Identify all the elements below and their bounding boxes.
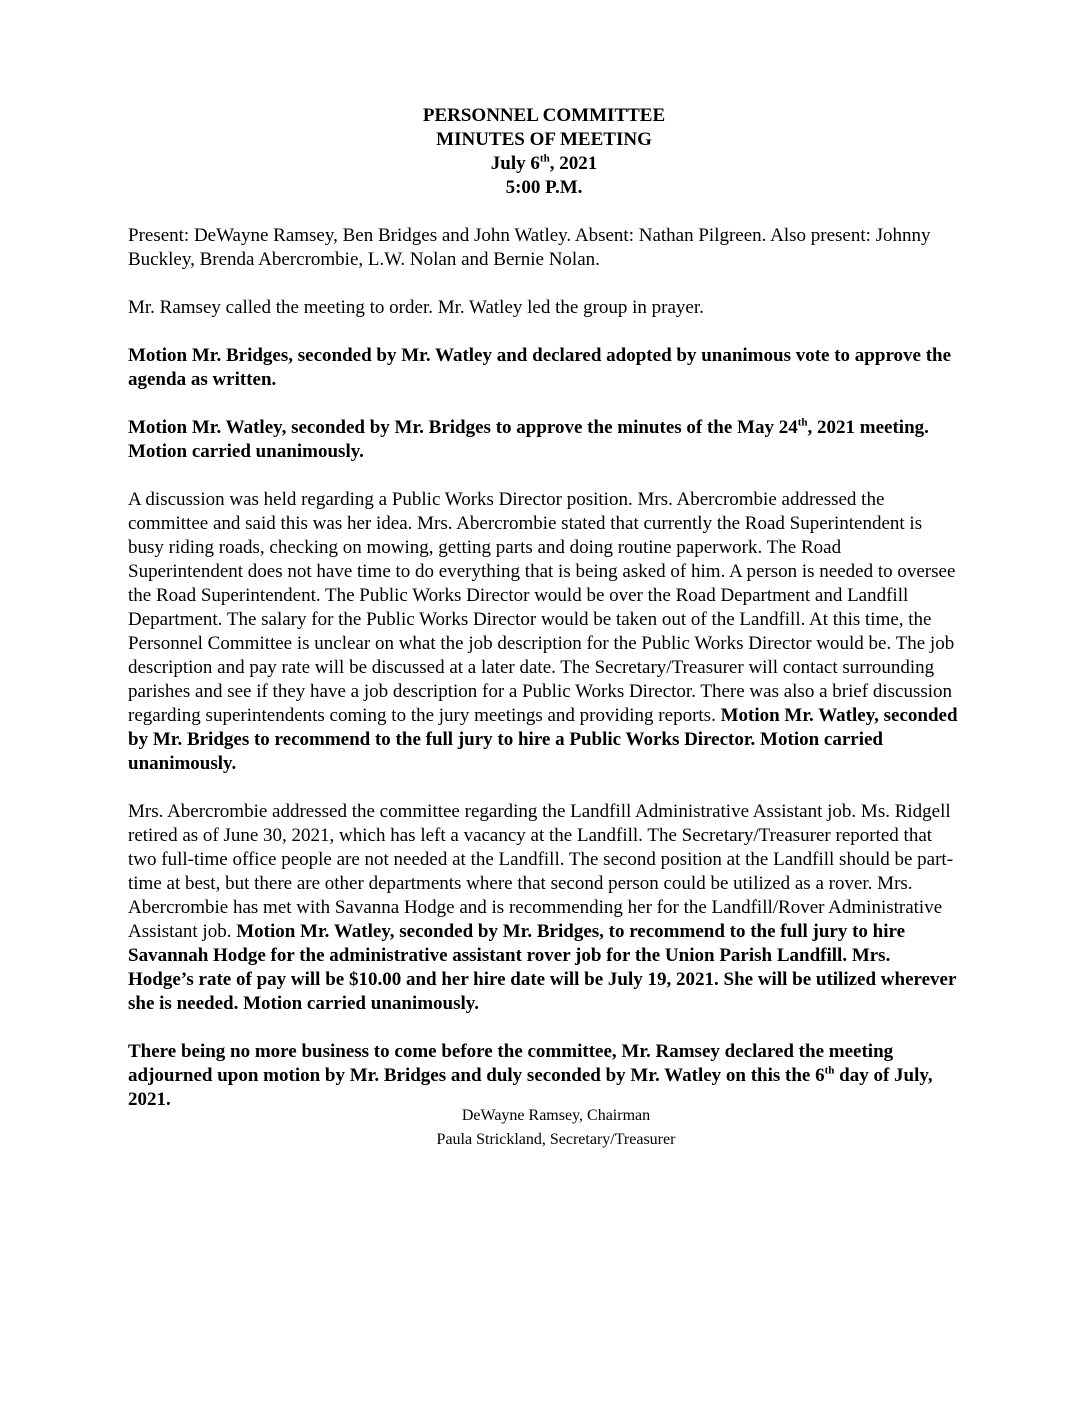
public-works-paragraph [128,488,960,776]
attendance-paragraph: Present: DeWayne Ramsey, Ben Bridges and John Watley. Absent: Nathan Pilgreen. Also present: Johnny Buckley, Brenda Abercrombie, L.W. Nolan and Bernie Nolan. [128,225,931,270]
landfill-discussion: Mrs. Abercrombie addressed the committee regarding the Landfill Administrative Assistant job. Ms. Ridgell retired as of June 30, 2021, which has left a vacancy at the Landfill. The Secretary/Treasurer reported that two full-time office people are not needed at the Landfill. The second position at the Landfill should be part-time at best, but there are other departments where that second person could be utilized as a rover. Mrs. Abercrombie has met with Savanna Hodge and is recommending her for the Landfill/Rover Administrative Assistant job. [128,801,954,942]
meeting-date-year: , 2021 [549,153,598,174]
signature-block [0,1104,832,1152]
motion-minutes-sup: th [797,416,808,429]
adjournment-text-1: There being no more business to come before the committee, Mr. Ramsey declared the meeting adjourned upon motion by Mr. Bridges and duly seconded by Mr. Watley on this the 6 [128,1041,894,1086]
adjournment-text-2: day of July, 2021. [128,1065,933,1110]
meeting-date-prefix: July 6 [490,153,540,174]
motion-minutes-text-1: Motion Mr. Watley, seconded by Mr. Bridges to approve the minutes of the May 24 [128,417,798,438]
motion-agenda-paragraph: Motion Mr. Bridges, seconded by Mr. Watley and declared adopted by unanimous vote to approve the agenda as written. [128,345,952,390]
landfill-motion: Motion Mr. Watley, seconded by Mr. Bridges, to recommend to the full jury to hire Savannah Hodge for the administrative assistant rover job for the Union Parish Landfill. Mrs. Hodge’s rate of pay will be $10.00 and her hire date will be July 19, 2021. She will be utilized wherever she is needed. Motion carried unanimously. [128,921,957,1014]
secretary-signature: Paula Strickland, Secretary/Treasurer [436,1131,676,1148]
document-header [128,104,960,200]
motion-minutes-paragraph [128,416,960,464]
adjournment-sup: th [824,1064,835,1077]
public-works-discussion: A discussion was held regarding a Public Works Director position. Mrs. Abercrombie addressed the committee and said this was her idea. Mrs. Abercrombie stated that currently the Road Superintendent is busy riding roads, checking on mowing, getting parts and doing routine paperwork. The Road Superintendent does not have time to do everything that is being asked of him. A person is needed to oversee the Road Superintendent. The Public Works Director would be over the Road Department and Landfill Department. The salary for the Public Works Director would be taken out of the Landfill. At this time, the Personnel Committee is unclear on what the job description for the Public Works Director would be. The job description and pay rate will be discussed at a later date. The Secretary/Treasurer will contact surrounding parishes and see if they have a job description for a Public Works Director. There was also a brief discussion regarding superintendents coming to the jury meetings and providing reports. [128,489,956,726]
meeting-date [128,152,960,176]
committee-title: PERSONNEL COMMITTEE [422,105,666,126]
landfill-paragraph [128,800,960,1016]
motion-minutes-text-2: , 2021 meeting. Motion carried unanimously. [128,417,929,462]
adjournment-paragraph [128,1040,960,1112]
chairman-signature: DeWayne Ramsey, Chairman [461,1107,651,1124]
meeting-date-suffix: th [539,152,550,165]
document-type: MINUTES OF MEETING [436,129,652,150]
call-to-order-paragraph: Mr. Ramsey called the meeting to order. Mr. Watley led the group in prayer. [128,297,704,318]
document-page [128,104,960,1136]
public-works-motion: Motion Mr. Watley, seconded by Mr. Bridges to recommend to the full jury to hire a Public Works Director. Motion carried unanimously. [128,705,958,774]
meeting-time: 5:00 P.M. [505,177,583,198]
